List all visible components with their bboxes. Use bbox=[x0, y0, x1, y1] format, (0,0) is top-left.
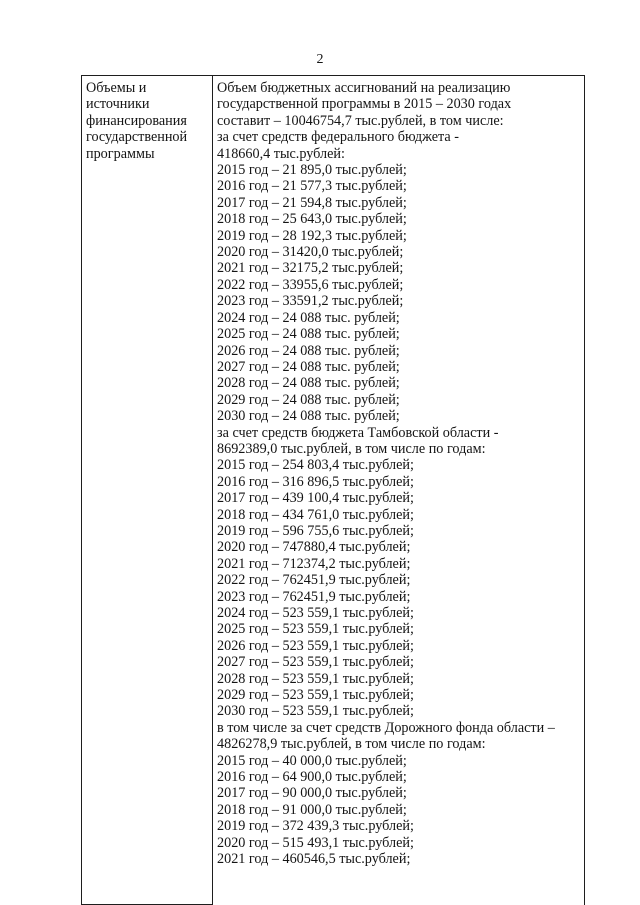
label-line: Объемы и bbox=[86, 80, 147, 96]
content-line: в том числе за счет средств Дорожного фонда области – bbox=[217, 719, 555, 736]
content-line: 2016 год – 64 900,0 тыс.рублей; bbox=[217, 769, 407, 786]
content-cell bbox=[213, 76, 585, 905]
content-line: 2023 год – 33591,2 тыс.рублей; bbox=[217, 293, 404, 310]
content-line: 2016 год – 21 577,3 тыс.рублей; bbox=[217, 178, 407, 195]
content-line: 2019 год – 28 192,3 тыс.рублей; bbox=[217, 227, 407, 244]
content-line: 2018 год – 25 643,0 тыс.рублей; bbox=[217, 211, 407, 228]
content-line: 4826278,9 тыс.рублей, в том числе по годам: bbox=[217, 736, 486, 753]
content-line: 2022 год – 762451,9 тыс.рублей; bbox=[217, 572, 411, 589]
content-line: 2015 год – 40 000,0 тыс.рублей; bbox=[217, 752, 407, 769]
content-line: 8692389,0 тыс.рублей, в том числе по годам: bbox=[217, 440, 486, 457]
content-line: 2023 год – 762451,9 тыс.рублей; bbox=[217, 588, 411, 605]
content-line: 2029 год – 523 559,1 тыс.рублей; bbox=[217, 687, 414, 704]
content-line: 2028 год – 523 559,1 тыс.рублей; bbox=[217, 670, 414, 687]
content-line: за счет средств федерального бюджета - bbox=[217, 129, 459, 146]
content-line: 2021 год – 460546,5 тыс.рублей; bbox=[217, 851, 411, 868]
content-line: 2025 год – 523 559,1 тыс.рублей; bbox=[217, 621, 414, 638]
content-line: 2015 год – 254 803,4 тыс.рублей; bbox=[217, 457, 414, 474]
content-line: 2020 год – 515 493,1 тыс.рублей; bbox=[217, 834, 414, 851]
content-line: 418660,4 тыс.рублей: bbox=[217, 145, 345, 162]
content-line: 2019 год – 596 755,6 тыс.рублей; bbox=[217, 522, 414, 539]
content-line: Объем бюджетных ассигнований на реализацию bbox=[217, 80, 511, 96]
content-line: 2030 год – 523 559,1 тыс.рублей; bbox=[217, 703, 414, 720]
content-line: 2016 год – 316 896,5 тыс.рублей; bbox=[217, 473, 414, 490]
label-text bbox=[86, 80, 212, 162]
content-line: 2022 год – 33955,6 тыс.рублей; bbox=[217, 276, 404, 293]
content-line: 2028 год – 24 088 тыс. рублей; bbox=[217, 375, 400, 392]
label-line: финансирования bbox=[86, 112, 187, 129]
content-line: 2018 год – 434 761,0 тыс.рублей; bbox=[217, 506, 414, 523]
content-line: 2026 год – 523 559,1 тыс.рублей; bbox=[217, 637, 414, 654]
content-line: составит – 10046754,7 тыс.рублей, в том числе: bbox=[217, 112, 504, 129]
label-line: государственной bbox=[86, 129, 188, 146]
content-line: 2018 год – 91 000,0 тыс.рублей; bbox=[217, 801, 407, 818]
content-line: 2026 год – 24 088 тыс. рублей; bbox=[217, 342, 400, 359]
label-line: программы bbox=[86, 145, 155, 162]
content-line: 2021 год – 712374,2 тыс.рублей; bbox=[217, 555, 411, 572]
content-line: 2024 год – 523 559,1 тыс.рублей; bbox=[217, 605, 414, 621]
content-line: 2017 год – 90 000,0 тыс.рублей; bbox=[217, 785, 407, 802]
content-line: 2019 год – 372 439,3 тыс.рублей; bbox=[217, 818, 414, 835]
content-line: государственной программы в 2015 – 2030 годах bbox=[217, 96, 512, 113]
content-line: 2017 год – 439 100,4 тыс.рублей; bbox=[217, 490, 414, 507]
content-text bbox=[217, 80, 584, 868]
content-line: 2027 год – 523 559,1 тыс.рублей; bbox=[217, 654, 414, 671]
content-line: за счет средств бюджета Тамбовской области - bbox=[217, 424, 499, 441]
content-line: 2017 год – 21 594,8 тыс.рублей; bbox=[217, 194, 407, 211]
label-line: источники bbox=[86, 96, 150, 113]
content-line: 2024 год – 24 088 тыс. рублей; bbox=[217, 309, 400, 326]
content-line: 2025 год – 24 088 тыс. рублей; bbox=[217, 326, 400, 343]
content-line: 2020 год – 31420,0 тыс.рублей; bbox=[217, 244, 404, 261]
financing-table bbox=[81, 75, 585, 905]
content-line: 2021 год – 32175,2 тыс.рублей; bbox=[217, 260, 404, 277]
label-cell bbox=[82, 76, 213, 905]
content-line: 2015 год – 21 895,0 тыс.рублей; bbox=[217, 162, 407, 179]
content-line: 2027 год – 24 088 тыс. рублей; bbox=[217, 358, 400, 375]
page-number: 2 bbox=[316, 52, 324, 67]
content-line: 2020 год – 747880,4 тыс.рублей; bbox=[217, 539, 411, 556]
content-line: 2029 год – 24 088 тыс. рублей; bbox=[217, 391, 400, 408]
content-line: 2030 год – 24 088 тыс. рублей; bbox=[217, 408, 400, 425]
table-row bbox=[82, 76, 585, 905]
